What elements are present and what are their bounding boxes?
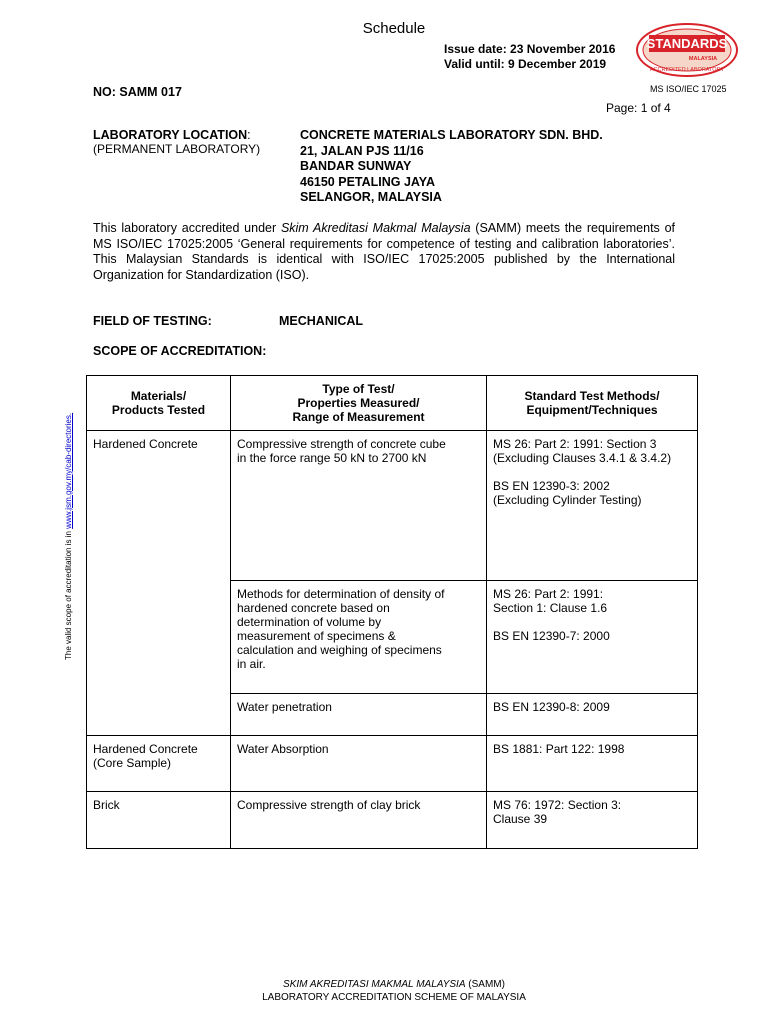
location-label: LABORATORY LOCATION — [93, 128, 248, 142]
standards-malaysia-logo — [635, 20, 745, 84]
intro-paragraph — [93, 221, 675, 283]
material-cell: Hardened Concrete — [87, 431, 231, 736]
test-cell: Water penetration — [231, 694, 487, 736]
location-label-colon: : — [247, 128, 251, 142]
intro-scheme-name: Skim Akreditasi Makmal Malaysia — [280, 221, 471, 235]
issue-date: Issue date: 23 November 2016 — [444, 42, 616, 56]
method-cell: MS 26: Part 2: 1991: Section 3 (Excluding Clauses 3.4.1 & 3.4.2) BS EN 12390-3: 2002 (Excluding Cylinder Testing) — [487, 431, 698, 581]
test-cell: Water Absorption — [231, 736, 487, 792]
cab-directory-link[interactable]: www.jsm.gov.my/cab-directories. — [64, 412, 73, 529]
standards-seal-icon — [635, 20, 745, 84]
method-cell: BS EN 12390-8: 2009 — [487, 694, 698, 736]
address-line: 21, JALAN PJS 11/16 — [300, 143, 424, 158]
field-value: MECHANICAL — [279, 314, 364, 328]
schedule-number: NO: SAMM 017 — [93, 85, 182, 99]
column-header-methods: Standard Test Methods/ Equipment/Techniques — [487, 376, 698, 431]
table-row — [87, 431, 698, 581]
table-row — [87, 736, 698, 792]
table-row — [87, 792, 698, 849]
column-header-test-type: Type of Test/ Properties Measured/ Range of Measurement — [231, 376, 487, 431]
intro-text: (SAMM) meets the requirements of MS ISO/IEC 17025:2005 ‘General requirements for competence of testing and calibration laboratories’. This Malaysian Standards is identical with ISO/IEC 17025:2005 published by the International Organization for Standardization (ISO). — [93, 221, 676, 282]
page-number: Page: 1 of 4 — [606, 101, 671, 115]
method-cell: MS 26: Part 2: 1991: Section 1: Clause 1.6 BS EN 12390-7: 2000 — [487, 581, 698, 694]
address-line: CONCRETE MATERIALS LABORATORY SDN. BHD. — [300, 128, 603, 142]
side-note-text: The valid scope of accreditation is in — [64, 528, 73, 660]
location-label-block — [93, 128, 260, 156]
logo-caption: MS ISO/IEC 17025 — [650, 84, 727, 94]
address-line: SELANGOR, MALAYSIA — [300, 190, 442, 204]
test-cell: Methods for determination of density of hardened concrete based on determination of volume by measurement of specimens & calculation and weighing of specimens in air. — [231, 581, 487, 694]
method-cell: MS 76: 1972: Section 3: Clause 39 — [487, 792, 698, 849]
footer-line-2: LABORATORY ACCREDITATION SCHEME OF MALAYSIA — [262, 992, 526, 1003]
test-cell: Compressive strength of concrete cube in the force range 50 kN to 2700 kN — [231, 431, 487, 581]
location-sublabel: (PERMANENT LABORATORY) — [93, 142, 261, 156]
location-address — [300, 128, 603, 206]
column-header-materials: Materials/ Products Tested — [87, 376, 231, 431]
field-label: FIELD OF TESTING: — [93, 314, 212, 328]
address-line: 46150 PETALING JAYA — [300, 174, 436, 189]
test-cell: Compressive strength of clay brick — [231, 792, 487, 849]
intro-text: This laboratory accredited under — [93, 221, 281, 235]
scope-table — [86, 375, 698, 849]
svg-text:STANDARDS: STANDARDS — [646, 36, 728, 51]
method-cell: BS 1881: Part 122: 1998 — [487, 736, 698, 792]
side-note — [64, 350, 73, 660]
scope-label: SCOPE OF ACCREDITATION: — [93, 344, 267, 358]
table-header-row — [87, 376, 698, 431]
footer-line-1: SKIM AKREDITASI MAKMAL MALAYSIA (SAMM) — [283, 979, 505, 990]
valid-until: Valid until: 9 December 2019 — [444, 57, 607, 71]
page-title: Schedule — [362, 20, 426, 37]
footer — [0, 978, 768, 1004]
address-line: BANDAR SUNWAY — [300, 159, 412, 173]
svg-text:ACCREDITED LABORATORY: ACCREDITED LABORATORY — [649, 67, 725, 73]
material-cell: Hardened Concrete (Core Sample) — [87, 736, 231, 792]
material-cell: Brick — [87, 792, 231, 849]
svg-text:MALAYSIA: MALAYSIA — [688, 56, 718, 62]
